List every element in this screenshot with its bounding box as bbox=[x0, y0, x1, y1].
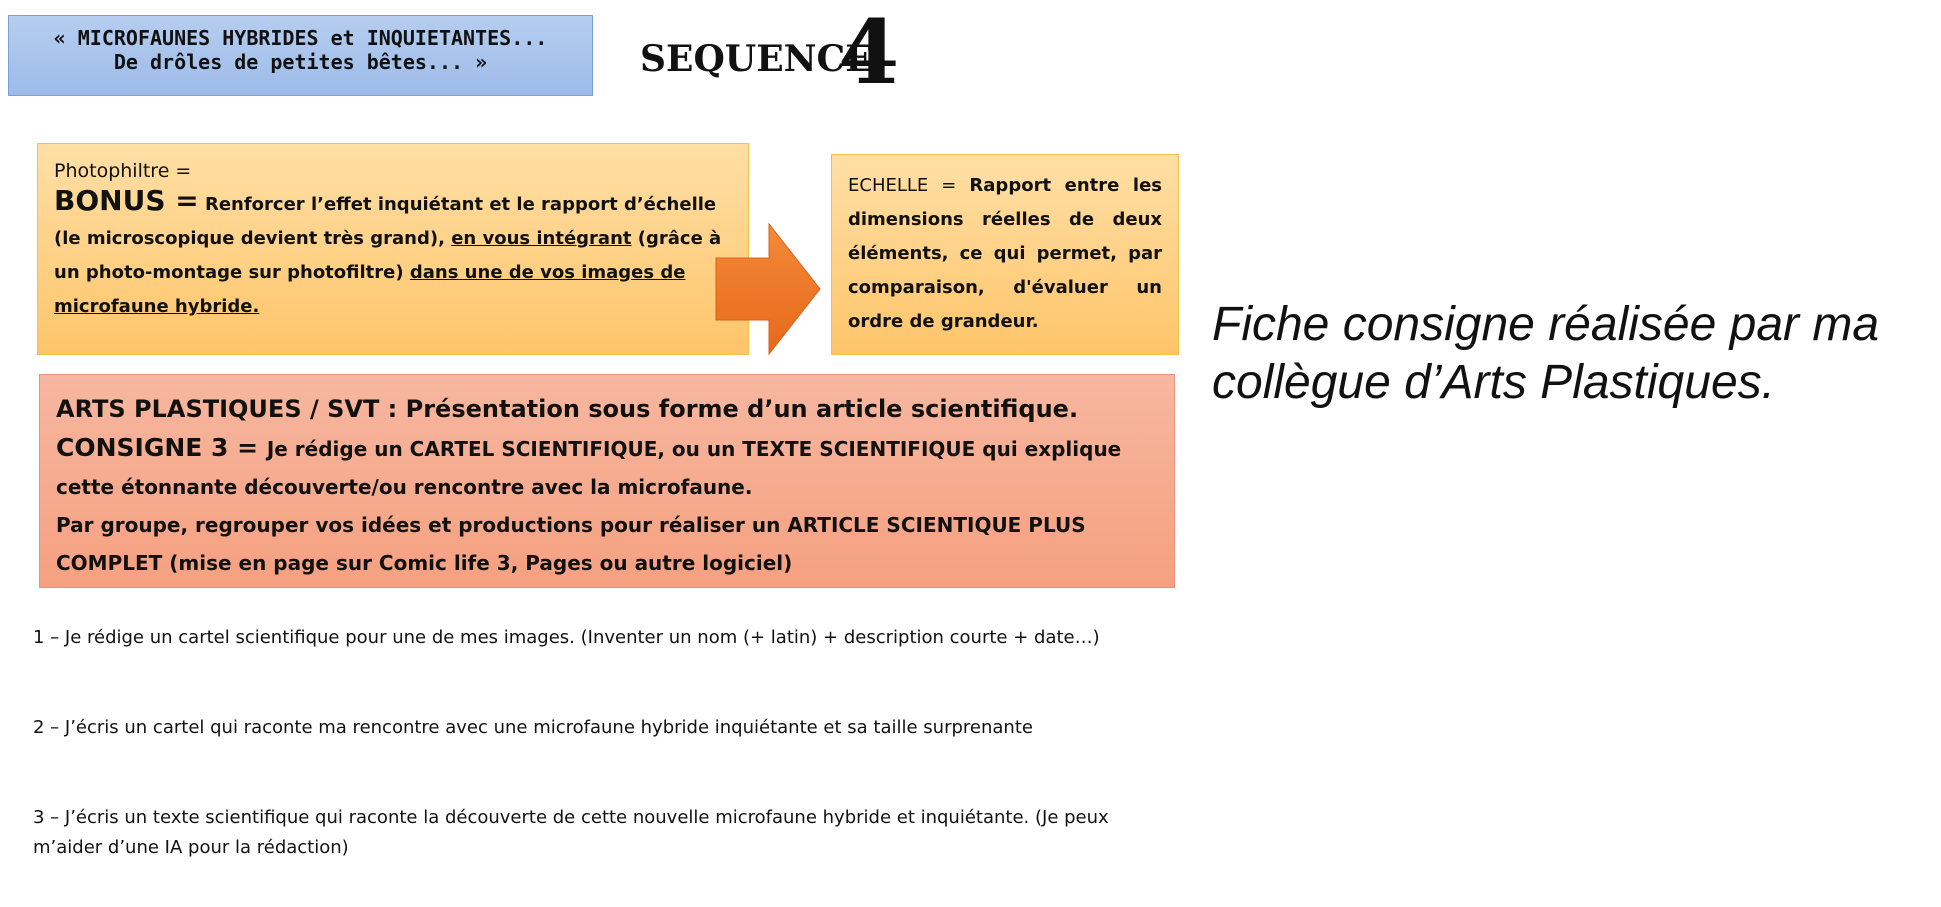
group-text: Par groupe, regrouper vos idées et productions pour réaliser un ARTICLE SCIENTIQUE PLUS COMPLET (mise en page sur Comic life 3, Pages ou autre logiciel) bbox=[56, 513, 1086, 575]
list-item-2: 2 – J’écris un cartel qui raconte ma rencontre avec une microfaune hybride inquiétante et sa taille surprenante bbox=[33, 717, 1033, 738]
title-line-1: « MICROFAUNES HYBRIDES et INQUIETANTES... bbox=[53, 26, 548, 50]
caption-text: Fiche consigne réalisée par ma collègue d’Arts Plastiques. bbox=[1212, 298, 1880, 409]
arts-heading: ARTS PLASTIQUES / SVT : Présentation sous forme d’un article scientifique. bbox=[56, 395, 1079, 423]
bonus-box bbox=[37, 143, 749, 355]
echelle-box bbox=[831, 154, 1179, 355]
sequence-title-box bbox=[8, 15, 593, 96]
consigne-label: CONSIGNE 3 = bbox=[56, 433, 267, 462]
echelle-definition: Rapport entre les dimensions réelles de deux éléments, ce qui permet, par comparaison, d'évaluer un ordre de grandeur. bbox=[848, 175, 1162, 332]
sequence-label: SEQUENCE bbox=[640, 38, 873, 80]
consigne-text: Je rédige un CARTEL SCIENTIFIQUE, ou un TEXTE SCIENTIFIQUE qui explique cette étonnante découverte/ou rencontre avec la microfaune. bbox=[56, 437, 1122, 499]
list-item-3: 3 – J’écris un texte scientifique qui raconte la découverte de cette nouvelle microfaune hybride et inquiétante. (Je peux m’aider d’une IA pour la rédaction) bbox=[33, 807, 1109, 858]
bonus-underline-2: dans une de vos images de microfaune hybride. bbox=[54, 262, 686, 317]
sequence-number: 4 bbox=[838, 0, 900, 104]
bonus-text-b: (grâce à un photo-montage sur photofiltre) bbox=[54, 228, 722, 283]
bonus-text-a: Renforcer l’effet inquiétant et le rapport d’échelle (le microscopique devient très grand), bbox=[54, 194, 717, 249]
arts-svt-box bbox=[39, 374, 1175, 588]
bonus-label: BONUS = bbox=[54, 184, 199, 217]
bonus-underline-1: en vous intégrant bbox=[451, 228, 632, 249]
echelle-lead: ECHELLE = bbox=[848, 175, 970, 196]
right-arrow-icon bbox=[712, 222, 822, 357]
photophiltre-label: Photophiltre = bbox=[54, 160, 192, 182]
title-line-2: De drôles de petites bêtes... » bbox=[113, 50, 488, 74]
list-item-1: 1 – Je rédige un cartel scientifique pour une de mes images. (Inventer un nom (+ latin) + description courte + date…) bbox=[33, 627, 1100, 648]
